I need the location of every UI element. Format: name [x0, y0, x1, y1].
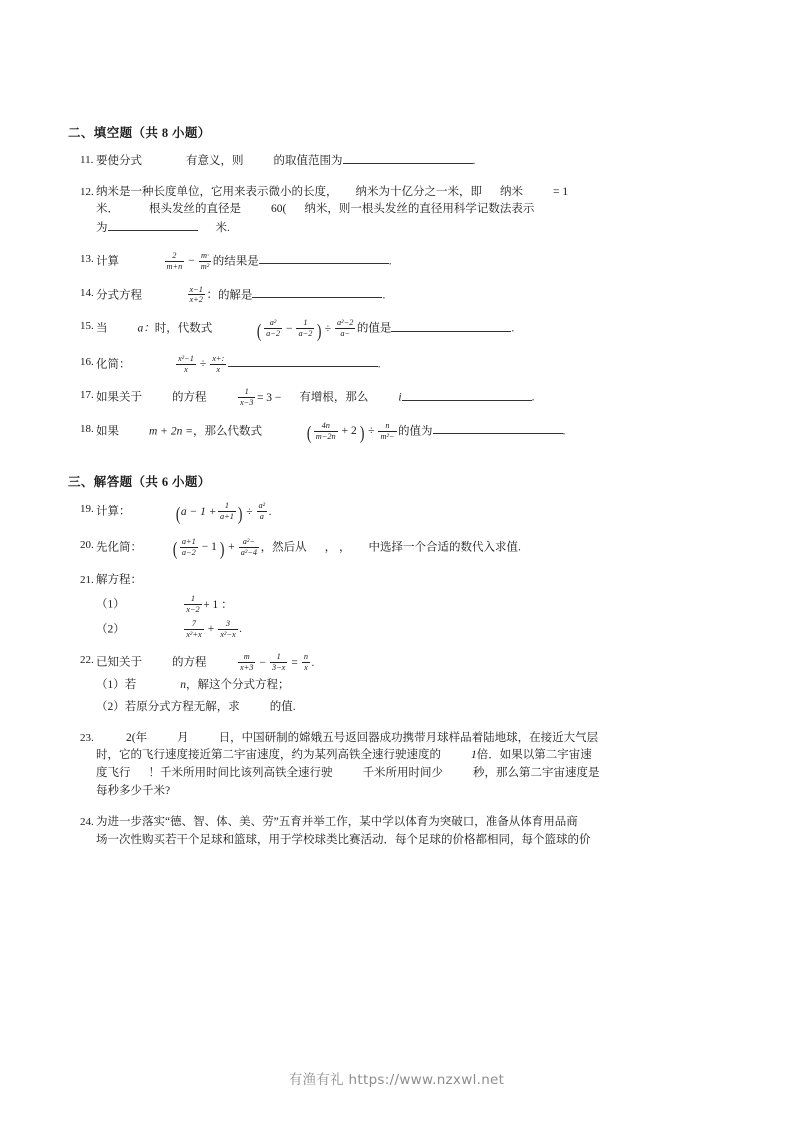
q16-label: 化简：	[96, 358, 131, 371]
q19-label: 计算：	[96, 505, 131, 518]
fraction-numerator: a²−	[242, 536, 255, 546]
q22-label: 已知关于	[96, 656, 142, 669]
fraction	[314, 421, 338, 442]
fraction	[239, 537, 259, 558]
fraction-numerator: n	[385, 420, 390, 430]
q18-line	[96, 421, 740, 444]
fraction-denominator: a−2	[298, 328, 313, 338]
fraction-denominator: 3−x	[271, 663, 286, 673]
question-body	[96, 184, 740, 238]
q15-after: 的值是	[356, 322, 392, 335]
q12-l2d: 纳米，则一根头发丝的直径用科学记数法表示	[304, 203, 535, 216]
q18-condition: m + 2n =	[149, 425, 193, 438]
fraction	[257, 501, 268, 522]
question-16	[68, 354, 740, 375]
fraction-denominator: x²−x	[220, 629, 236, 639]
q16-line	[96, 354, 740, 375]
fraction	[210, 354, 226, 375]
question-number: 12.	[80, 185, 94, 198]
fraction-denominator: x	[176, 364, 196, 375]
q12-line-1	[96, 184, 740, 202]
question-number: 15.	[80, 320, 94, 333]
q17-expression	[237, 387, 282, 408]
fraction-numerator: 1	[303, 318, 308, 328]
q20-expression	[172, 536, 261, 561]
question-14	[68, 285, 740, 306]
question-23	[68, 730, 740, 801]
question-body	[96, 730, 740, 801]
q14-expr-tail: ：	[206, 289, 218, 302]
q22-sub2b: 的值.	[269, 700, 296, 713]
question-number: 19.	[80, 503, 94, 516]
q15-period: .	[511, 322, 515, 335]
q17-tail: i	[398, 391, 402, 404]
fraction-numerator: n	[303, 652, 309, 662]
q23-l3a: 度飞行	[96, 767, 131, 780]
q13-period: .	[388, 255, 392, 268]
fraction-denominator: x	[210, 364, 226, 375]
q20-commas: ， ，	[324, 541, 351, 554]
q17-period: .	[531, 391, 535, 404]
q17-mid: 的方程	[172, 391, 207, 404]
fraction-numerator: 1	[224, 501, 230, 511]
q22-mid: 的方程	[172, 656, 207, 669]
question-number: 20.	[80, 538, 94, 551]
fraction-numerator: x+:	[212, 353, 225, 363]
fraction-numerator: x−1	[189, 284, 203, 294]
fraction	[176, 354, 196, 375]
q17-after: 有增根，那么	[299, 391, 369, 404]
question-number: 18.	[80, 422, 94, 435]
question-body	[96, 251, 740, 272]
answer-blank[interactable]	[391, 320, 511, 332]
q12-line-2	[96, 201, 740, 219]
question-body	[96, 318, 740, 341]
q17-label: 如果关于	[96, 391, 142, 404]
q21-sub1-rest: + 1 ：	[203, 598, 233, 611]
paren-open: (	[257, 320, 262, 342]
paren-close: )	[220, 539, 225, 561]
q15-variable: a：	[137, 322, 155, 335]
fraction-numerator: a²	[258, 501, 266, 511]
q12-l1d: = 1	[553, 185, 569, 198]
q12-l2b: 根头发丝的直径是	[149, 203, 241, 216]
fraction-denominator: a−2	[266, 328, 280, 338]
fraction-numerator: x²−1	[178, 353, 194, 363]
question-20	[68, 537, 740, 560]
q23-l1d: 日，中国研制的嫦娥五号返回器成功携带月球样品着陆地球，在接近大气层	[218, 731, 599, 744]
question-body	[96, 572, 740, 639]
fraction-numerator: 4n	[321, 420, 330, 430]
q13-line	[96, 251, 740, 272]
divide-operator: ÷	[368, 425, 375, 438]
fraction-numerator: a+1	[181, 536, 196, 546]
fraction	[165, 251, 185, 272]
fraction-numerator: 1	[276, 652, 281, 662]
q17-line	[96, 387, 740, 408]
plus-operator: + 2	[341, 425, 357, 438]
q18-mid: ，那么代数式	[192, 425, 262, 438]
q18-expression	[306, 420, 398, 445]
fraction-numerator: a²−2	[337, 318, 354, 328]
q22-expression	[237, 652, 315, 673]
q14-period: .	[382, 289, 386, 302]
q23-l2b: 1	[471, 749, 477, 762]
q11-text-mid: 有意义，则	[186, 154, 244, 167]
q11-text-before: 要使分式	[96, 154, 142, 167]
paren-close: )	[316, 320, 322, 342]
q23-l2c: 倍．如果以第二宇宙速	[476, 749, 592, 762]
q22-sub-2	[96, 699, 740, 717]
fraction	[199, 251, 211, 272]
q14-line	[96, 285, 740, 306]
q18-after: 的值为	[398, 425, 433, 438]
fraction	[180, 537, 198, 558]
answer-blank[interactable]	[402, 389, 532, 401]
question-15	[68, 318, 740, 341]
fraction	[264, 318, 282, 339]
fraction-denominator: m+n	[166, 261, 183, 271]
exam-content	[68, 124, 740, 862]
q16-expression	[175, 353, 228, 374]
fraction	[270, 652, 287, 673]
fraction-denominator: a−	[335, 328, 355, 339]
q18-period: .	[562, 425, 566, 438]
question-number: 14.	[80, 286, 94, 299]
fraction	[238, 387, 255, 408]
q22-sub2a: （2）若原分式方程无解，求	[96, 700, 240, 713]
equals-operator: =	[291, 656, 298, 669]
q12-l2a: 米．	[96, 203, 119, 216]
q13-after: 的结果是	[212, 255, 259, 268]
question-number: 17.	[80, 389, 94, 402]
section-heading-fill-in-blank: 二、填空题（共 8 小题）	[68, 126, 211, 140]
q20-tail: 中选择一个合适的数代入求值.	[368, 541, 521, 554]
divide-operator: ÷	[199, 358, 207, 371]
q23-l2a: 时，它的飞行速度接近第二宇宙速度，约为某列高铁全速行驶速度的	[96, 749, 441, 762]
fraction-denominator: x−2	[186, 604, 200, 614]
site-watermark: 有渔有礼 https://www.nzxwl.net	[288, 1072, 505, 1088]
question-body	[96, 652, 740, 716]
question-17	[68, 387, 740, 408]
q11-period: .	[472, 154, 476, 167]
question-19	[68, 501, 740, 524]
answer-blank[interactable]	[343, 152, 473, 164]
q19-lead: a − 1 +	[180, 505, 217, 518]
q14-label: 分式方程	[96, 289, 142, 302]
question-body	[96, 387, 740, 408]
q21-sub2-expression	[183, 618, 243, 639]
fraction	[188, 285, 205, 306]
q24-line-2: 场一次性购买若干个足球和篮球，用于学校球类比赛活动．每个足球的价格都相同，每个篮球的价	[96, 833, 591, 846]
minus-operator: −	[188, 255, 195, 268]
fraction-numerator: 2	[172, 251, 177, 260]
q15-label: 当	[96, 322, 108, 335]
fraction	[302, 652, 310, 673]
fraction-denominator: x	[302, 662, 310, 673]
minus-one: − 1	[201, 541, 217, 554]
fraction	[238, 652, 255, 673]
question-24	[68, 814, 740, 850]
q21-sub1-expression	[183, 594, 233, 614]
fraction-denominator: a−2	[181, 547, 196, 557]
answer-blank[interactable]	[252, 286, 382, 298]
question-number: 11.	[80, 153, 94, 166]
q19-period: .	[268, 505, 272, 518]
question-11	[68, 152, 740, 171]
question-body	[96, 501, 740, 524]
divide-operator: ÷	[246, 505, 253, 518]
question-body	[96, 354, 740, 375]
q23-line-2	[96, 747, 740, 765]
plus-operator: +	[207, 623, 215, 636]
q15-line	[96, 318, 740, 341]
q23-l3c: 千米所用时间少	[362, 767, 443, 780]
q16-period: .	[377, 358, 381, 371]
fraction-numerator: a²	[269, 318, 277, 328]
fraction-numerator: 3	[225, 618, 230, 628]
q18-label: 如果	[96, 425, 119, 438]
q19-expression	[175, 501, 272, 525]
fraction-denominator: m²−	[380, 431, 395, 441]
q21-sub2-period: .	[239, 623, 243, 636]
answer-blank[interactable]	[259, 252, 389, 264]
question-body	[96, 152, 740, 171]
q12-l1b: 纳米为十亿分之一米，即	[355, 185, 482, 198]
q20-label: 先化简：	[96, 541, 142, 554]
q21-sub2-label: （2）	[96, 623, 125, 636]
q12-l3a: 为	[96, 222, 108, 235]
fraction-numerator: 7	[191, 618, 197, 628]
question-body	[96, 814, 740, 850]
question-13	[68, 251, 740, 272]
fraction-denominator: m−2n	[315, 431, 336, 441]
fraction-denominator: x²+x	[186, 629, 202, 639]
question-number: 21.	[80, 574, 94, 587]
q14-after: 的解是	[217, 289, 253, 302]
q17-expr-rest: = 3 −	[256, 391, 282, 404]
q12-line-3	[96, 219, 740, 238]
answer-blank[interactable]	[433, 422, 563, 434]
paren-open: (	[172, 539, 178, 561]
fraction-numerator: m·	[200, 251, 210, 260]
question-12	[68, 184, 740, 238]
q23-line-1	[96, 730, 740, 748]
q12-l2c: 60(	[271, 203, 287, 216]
q19-line	[96, 501, 740, 524]
question-11-line	[96, 152, 740, 171]
question-number: 22.	[80, 654, 94, 667]
question-21	[68, 572, 740, 639]
q23-line-3	[96, 765, 740, 783]
q22-line	[96, 652, 740, 673]
q15-mid: 时，代数式	[154, 322, 213, 335]
fraction	[218, 619, 237, 640]
paren-close: )	[360, 423, 365, 445]
fraction-numerator: 1	[190, 594, 196, 604]
fraction-numerator: m	[243, 652, 250, 662]
question-body	[96, 421, 740, 444]
paren-open: (	[175, 503, 180, 525]
q22-sub1-tail: ，解这个分式方程；	[186, 678, 290, 691]
question-number: 13.	[80, 253, 94, 265]
question-number: 23.	[80, 731, 94, 744]
q13-label: 计算	[96, 255, 119, 268]
question-22	[68, 652, 740, 716]
q21-sub-2	[96, 619, 740, 640]
fraction	[184, 619, 203, 640]
q23-l1b: 年	[135, 731, 148, 744]
q23-l1c: 月	[177, 731, 189, 744]
fraction-denominator: a+1	[219, 511, 234, 521]
q13-expression	[163, 251, 213, 271]
q21-sub-1	[96, 594, 740, 615]
divide-operator: ÷	[324, 322, 332, 335]
q22-sub1-var: n	[180, 678, 186, 691]
minus-operator: −	[259, 656, 266, 669]
fraction-denominator: a²−4	[240, 547, 258, 557]
q12-l3b: 米.	[215, 222, 230, 235]
fraction-denominator: x+3	[240, 663, 254, 673]
question-number: 16.	[80, 355, 94, 368]
q14-expression	[186, 284, 218, 305]
question-number: 24.	[80, 815, 94, 828]
fraction-numerator: 1	[244, 387, 249, 397]
q21-label: 解方程：	[96, 574, 142, 587]
q20-after: ，然后从	[260, 541, 307, 554]
q12-l1c: 纳米	[500, 185, 523, 198]
question-18	[68, 421, 740, 444]
section-heading-answer-questions: 三、解答题（共 6 小题）	[68, 475, 211, 490]
fraction	[218, 501, 236, 522]
q12-l1a: 纳米是一种长度单位，它用来表示微小的长度，	[96, 185, 338, 198]
q15-expression	[256, 318, 357, 342]
fraction	[378, 421, 396, 442]
fraction-denominator: x−3	[240, 398, 254, 408]
question-body	[96, 285, 740, 306]
q22-expr-period: .	[311, 656, 315, 669]
q24-line-1: 为进一步落实“德、智、体、美、劳”五育并举工作，某中学以体育为突破口，准备从体育用品商	[96, 815, 578, 828]
q20-line	[96, 537, 740, 560]
fraction-denominator: x+2	[189, 295, 203, 305]
fraction	[335, 318, 355, 339]
q23-l3d: 秒，那么第二宇宙速度是	[473, 767, 600, 780]
fraction	[296, 318, 314, 339]
question-body	[96, 537, 740, 560]
q11-text-after: 的取值范围为	[273, 154, 343, 167]
q23-l3b: ！千米所用时间比该列高铁全速行驶	[148, 767, 333, 780]
fraction-denominator: a	[257, 511, 268, 522]
paren-open: (	[306, 423, 312, 445]
minus-operator: −	[285, 322, 293, 335]
answer-blank[interactable]	[108, 219, 198, 231]
q22-sub1: （1）若	[96, 678, 137, 691]
answer-blank[interactable]	[228, 355, 378, 367]
q23-line-4: 每秒多少千米?	[96, 784, 171, 797]
q23-l1a: 2(	[126, 731, 136, 744]
q21-sub1-label: （1）	[96, 598, 125, 611]
paren-close: )	[238, 503, 243, 525]
fraction-denominator: m²	[200, 261, 210, 271]
fraction	[184, 594, 201, 615]
q22-sub-1	[96, 677, 740, 695]
plus-operator: +	[228, 541, 235, 554]
